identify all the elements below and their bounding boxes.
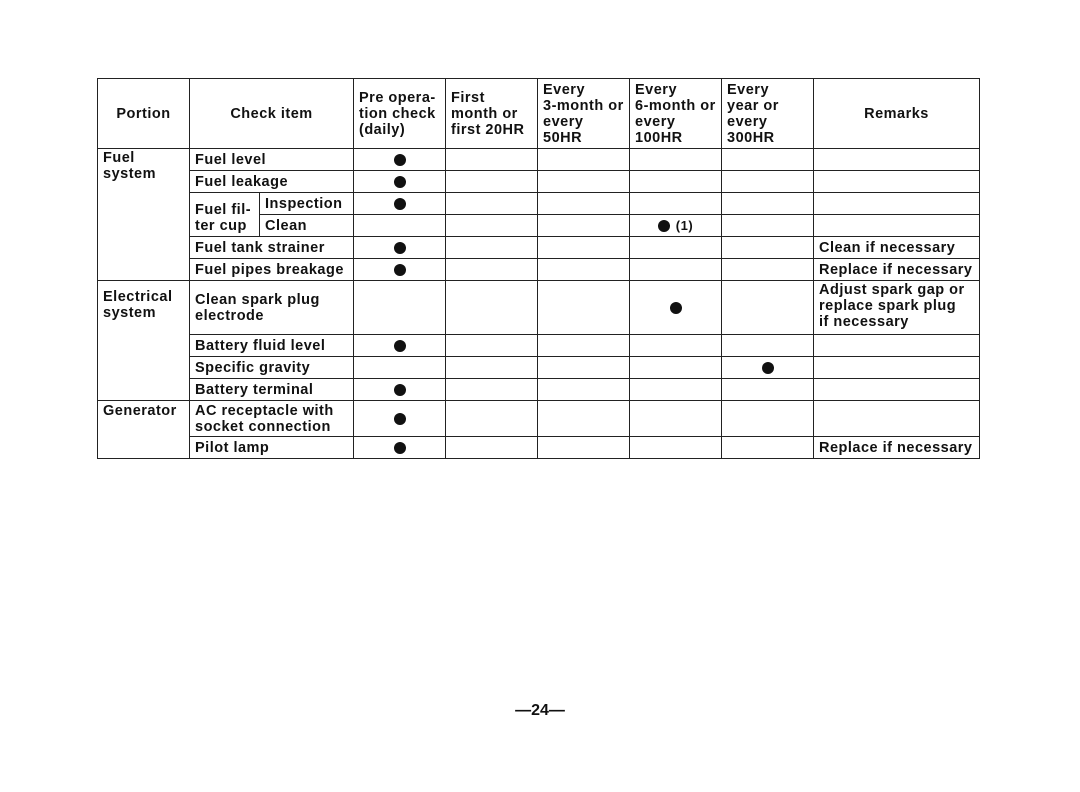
empty-cell — [630, 259, 722, 281]
bullet-icon — [394, 384, 406, 396]
empty-cell — [446, 237, 538, 259]
empty-cell — [630, 237, 722, 259]
empty-cell — [538, 193, 630, 215]
header-remarks: Remarks — [814, 79, 980, 149]
empty-cell — [446, 379, 538, 401]
empty-cell — [538, 259, 630, 281]
empty-cell — [446, 401, 538, 437]
page-number: —24— — [515, 702, 565, 719]
empty-cell — [446, 193, 538, 215]
empty-cell — [538, 437, 630, 459]
table-row — [98, 379, 980, 401]
empty-cell — [538, 237, 630, 259]
header-six-month: Every 6-month or every 100HR — [630, 79, 722, 149]
schedule-mark — [630, 281, 722, 335]
empty-cell — [630, 193, 722, 215]
item-clean-spark-plug: Clean spark plug electrode — [190, 281, 354, 335]
empty-cell — [446, 437, 538, 459]
empty-cell — [630, 357, 722, 379]
empty-cell — [538, 335, 630, 357]
portion-generator: Generator — [98, 401, 190, 459]
empty-cell — [354, 215, 446, 237]
table-row — [98, 357, 980, 379]
remark-cell — [814, 401, 980, 437]
empty-cell — [722, 193, 814, 215]
bullet-icon — [670, 302, 682, 314]
schedule-mark — [354, 149, 446, 171]
remark-cell — [814, 171, 980, 193]
bullet-icon — [394, 176, 406, 188]
bullet-icon — [394, 264, 406, 276]
bullet-icon — [394, 198, 406, 210]
table-row — [98, 281, 980, 335]
empty-cell — [538, 401, 630, 437]
empty-cell — [354, 281, 446, 335]
empty-cell — [446, 171, 538, 193]
schedule-mark — [354, 379, 446, 401]
schedule-mark — [722, 357, 814, 379]
schedule-mark — [354, 259, 446, 281]
remark-cell — [814, 149, 980, 171]
empty-cell — [538, 281, 630, 335]
empty-cell — [722, 437, 814, 459]
portion-fuel-system: Fuel system — [98, 149, 190, 281]
schedule-mark — [354, 335, 446, 357]
empty-cell — [722, 171, 814, 193]
empty-cell — [446, 335, 538, 357]
header-year: Every year or every 300HR — [722, 79, 814, 149]
bullet-icon — [394, 340, 406, 352]
header-three-month: Every 3-month or every 50HR — [538, 79, 630, 149]
empty-cell — [722, 215, 814, 237]
table-row — [98, 171, 980, 193]
bullet-icon — [394, 413, 406, 425]
empty-cell — [630, 335, 722, 357]
remark-cell — [814, 193, 980, 215]
empty-cell — [446, 281, 538, 335]
footnote-marker: (1) — [675, 217, 694, 233]
empty-cell — [538, 171, 630, 193]
schedule-mark — [354, 171, 446, 193]
table-row — [98, 437, 980, 459]
empty-cell — [630, 149, 722, 171]
item-ac-receptacle: AC receptacle with socket connection — [190, 401, 354, 437]
empty-cell — [630, 401, 722, 437]
bullet-icon — [394, 242, 406, 254]
empty-cell — [538, 149, 630, 171]
remark-cell — [814, 335, 980, 357]
remark-cell — [814, 379, 980, 401]
table-row — [98, 237, 980, 259]
portion-electrical-system: Electrical system — [98, 281, 190, 401]
table-row — [98, 335, 980, 357]
item-fuel-level: Fuel level — [190, 149, 354, 171]
table-row — [98, 259, 980, 281]
item-battery-fluid-level: Battery fluid level — [190, 335, 354, 357]
bullet-icon — [658, 220, 670, 232]
empty-cell — [630, 379, 722, 401]
table-row — [98, 149, 980, 171]
remark-replace-if-necessary: Replace if necessary — [814, 437, 980, 459]
empty-cell — [722, 335, 814, 357]
bullet-icon — [762, 362, 774, 374]
item-fuel-filter-cup: Fuel fil- ter cup — [190, 193, 260, 237]
item-filter-inspection: Inspection — [260, 193, 354, 215]
remark-clean-if-necessary: Clean if necessary — [814, 237, 980, 259]
empty-cell — [722, 259, 814, 281]
empty-cell — [630, 171, 722, 193]
item-fuel-tank-strainer: Fuel tank strainer — [190, 237, 354, 259]
header-first-month: First month or first 20HR — [446, 79, 538, 149]
table-row — [98, 401, 980, 437]
maintenance-schedule-table — [97, 78, 980, 459]
schedule-mark — [630, 215, 722, 237]
schedule-mark — [354, 237, 446, 259]
header-check-item: Check item — [190, 79, 354, 149]
remark-replace-if-necessary: Replace if necessary — [814, 259, 980, 281]
remark-adjust-spark-gap: Adjust spark gap or replace spark plug if necessary — [814, 281, 980, 335]
empty-cell — [722, 401, 814, 437]
empty-cell — [722, 379, 814, 401]
empty-cell — [446, 149, 538, 171]
header-portion: Portion — [98, 79, 190, 149]
empty-cell — [354, 357, 446, 379]
header-pre-operation: Pre opera- tion check (daily) — [354, 79, 446, 149]
schedule-mark — [354, 401, 446, 437]
item-fuel-leakage: Fuel leakage — [190, 171, 354, 193]
bullet-icon — [394, 442, 406, 454]
item-specific-gravity: Specific gravity — [190, 357, 354, 379]
empty-cell — [722, 281, 814, 335]
empty-cell — [446, 215, 538, 237]
remark-cell — [814, 357, 980, 379]
empty-cell — [446, 259, 538, 281]
header-row — [98, 79, 980, 149]
empty-cell — [538, 215, 630, 237]
item-battery-terminal: Battery terminal — [190, 379, 354, 401]
schedule-mark — [354, 437, 446, 459]
empty-cell — [630, 437, 722, 459]
item-filter-clean: Clean — [260, 215, 354, 237]
empty-cell — [722, 237, 814, 259]
bullet-icon — [394, 154, 406, 166]
empty-cell — [446, 357, 538, 379]
table-row — [98, 193, 980, 215]
empty-cell — [538, 379, 630, 401]
schedule-mark — [354, 193, 446, 215]
remark-cell — [814, 215, 980, 237]
empty-cell — [538, 357, 630, 379]
item-fuel-pipes-breakage: Fuel pipes breakage — [190, 259, 354, 281]
item-pilot-lamp: Pilot lamp — [190, 437, 354, 459]
empty-cell — [722, 149, 814, 171]
